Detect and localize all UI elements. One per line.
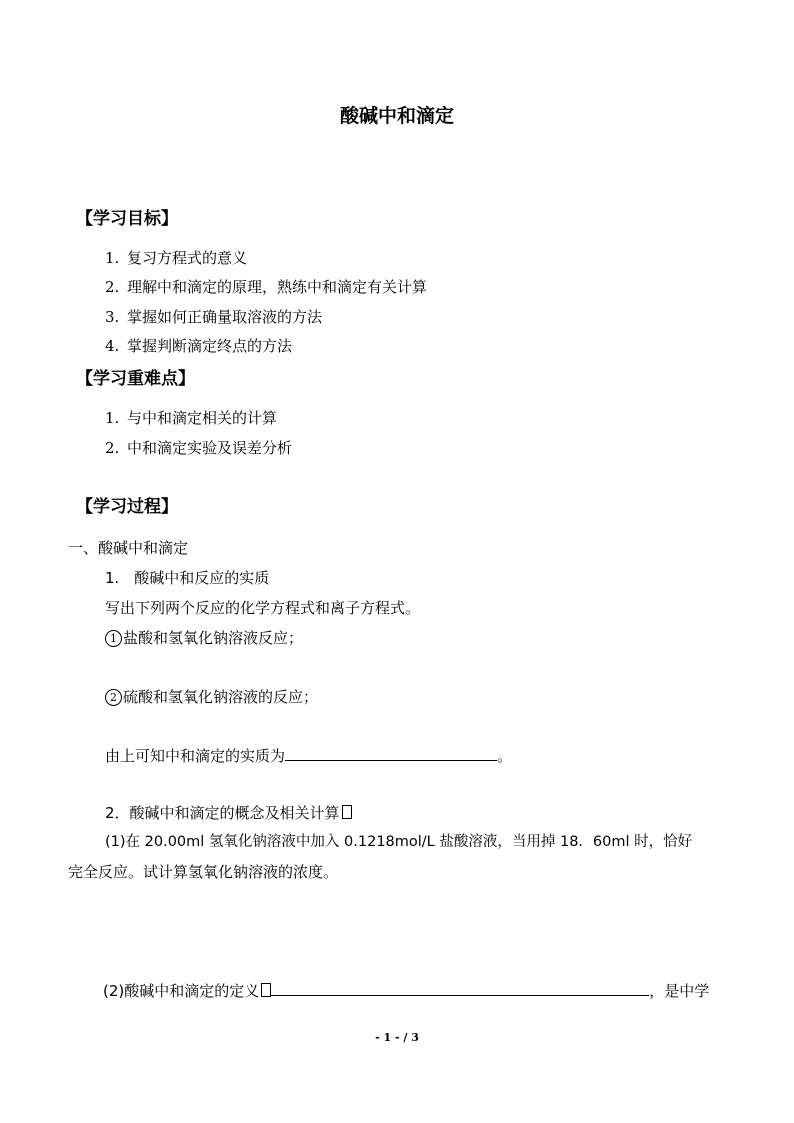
q1-title: 1. 酸碱中和反应的实质 bbox=[105, 569, 270, 587]
objective-text: 复习方程式的意义 bbox=[127, 249, 248, 267]
objective-item-1 bbox=[105, 248, 247, 268]
q2-2 bbox=[103, 980, 709, 1001]
answer-blank[interactable] bbox=[271, 980, 649, 996]
q2-title-text: 2．酸碱中和滴定的概念及相关计算 bbox=[105, 804, 340, 822]
q1-conclusion-suffix: 。 bbox=[497, 747, 513, 765]
difficulty-text: 与中和滴定相关的计算 bbox=[127, 409, 278, 427]
process-heading: 【学习过程】 bbox=[76, 497, 178, 517]
objective-num: 3. bbox=[105, 308, 120, 326]
q2-title bbox=[105, 803, 352, 823]
difficulty-item-1 bbox=[105, 408, 277, 428]
objective-text: 掌握判断滴定终点的方法 bbox=[127, 337, 293, 355]
answer-blank[interactable] bbox=[285, 745, 497, 761]
objective-num: 2. bbox=[105, 278, 120, 296]
difficulty-num: 1. bbox=[105, 409, 120, 427]
q2-2-prefix: (2)酸碱中和滴定的定义 bbox=[103, 982, 260, 1000]
objectives-heading: 【学习目标】 bbox=[76, 209, 178, 229]
q1-b bbox=[105, 687, 318, 707]
page-title: 酸碱中和滴定 bbox=[339, 105, 454, 127]
q1-a-text: 盐酸和氢氧化钠溶液反应； bbox=[123, 629, 304, 647]
difficulty-text: 中和滴定实验及误差分析 bbox=[127, 439, 293, 457]
placeholder-box-icon bbox=[261, 983, 271, 997]
objective-num: 1. bbox=[105, 249, 120, 267]
q1-a bbox=[105, 628, 303, 648]
objective-num: 4. bbox=[105, 337, 120, 355]
objective-text: 理解中和滴定的原理，熟练中和滴定有关计算 bbox=[127, 278, 428, 296]
part1-heading: 一、酸碱中和滴定 bbox=[68, 539, 189, 557]
q2-2-suffix: ，是中学 bbox=[649, 982, 710, 1000]
objective-item-3 bbox=[105, 307, 322, 327]
placeholder-box-icon bbox=[342, 805, 352, 819]
q1-instruction: 写出下列两个反应的化学方程式和离子方程式。 bbox=[105, 599, 421, 617]
difficulty-num: 2. bbox=[105, 439, 120, 457]
difficulty-item-2 bbox=[105, 438, 292, 458]
objective-item-4 bbox=[105, 336, 292, 356]
q1-b-text: 硫酸和氢氧化钠溶液的反应； bbox=[123, 688, 319, 706]
circled-number: 2 bbox=[105, 689, 122, 706]
objective-text: 掌握如何正确量取溶液的方法 bbox=[127, 308, 323, 326]
q2-1-line2: 完全反应。试计算氢氧化钠溶液的浓度。 bbox=[68, 863, 339, 881]
objective-item-2 bbox=[105, 277, 427, 297]
circled-number: 1 bbox=[105, 630, 122, 647]
page-footer: - 1 - / 3 bbox=[375, 1031, 419, 1044]
q2-1-line1: (1)在 20.00ml 氢氧化钠溶液中加入 0.1218mol/L 盐酸溶液，当用掉 18．60ml 时，恰好 bbox=[105, 834, 693, 850]
q1-conclusion-prefix: 由上可知中和滴定的实质为 bbox=[105, 747, 286, 765]
q1-conclusion bbox=[105, 745, 512, 766]
difficulties-heading: 【学习重难点】 bbox=[76, 369, 195, 389]
